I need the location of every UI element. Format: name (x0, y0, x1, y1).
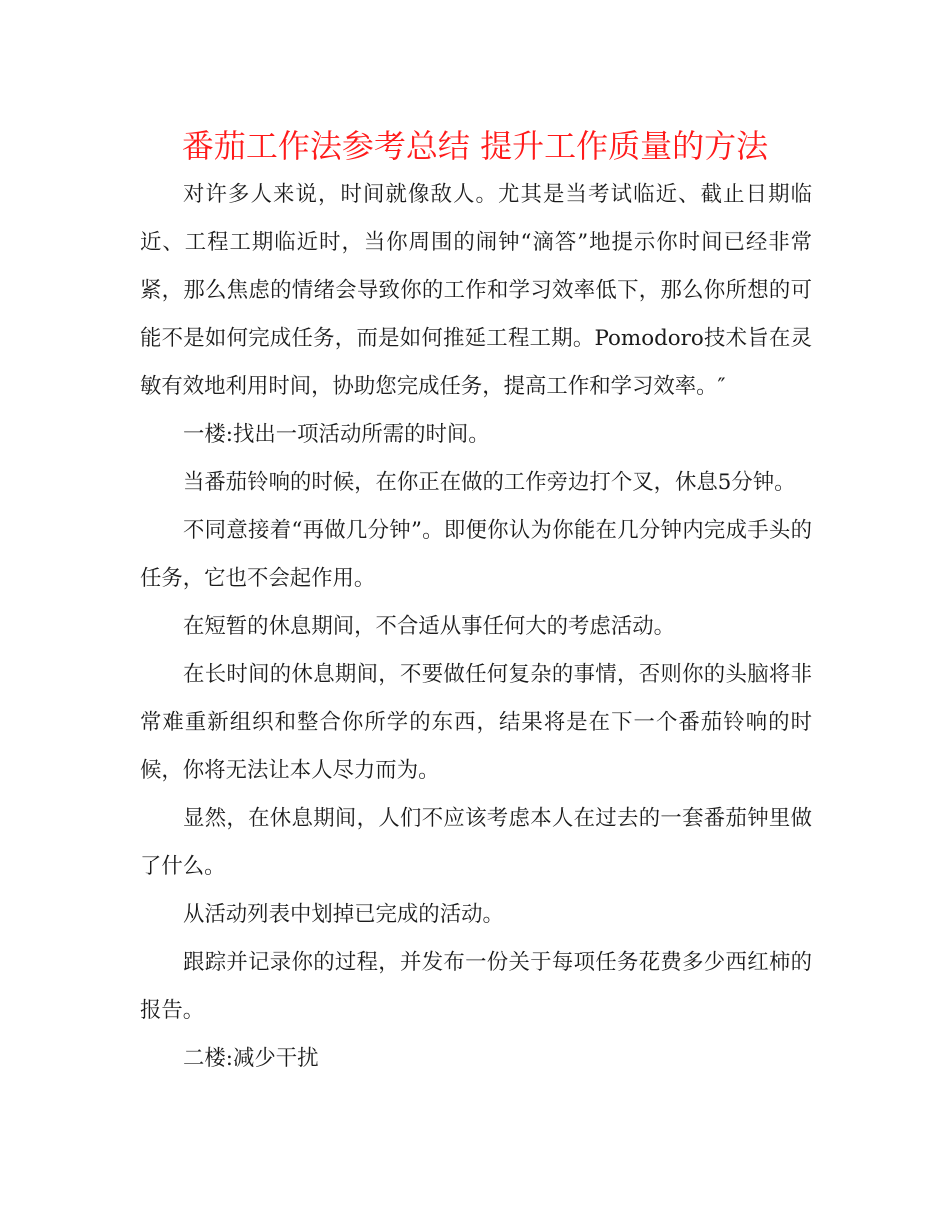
paragraph-no-extra-minutes: 不同意接着“再做几分钟”。即便你认为你能在几分钟内完成手头的任务，它也不会起作用。 (140, 518, 812, 591)
document-body (140, 171, 812, 1083)
paragraph-cross-off: 从活动列表中划掉已完成的活动。 (183, 902, 504, 927)
document-title: 番茄工作法参考总结 提升工作质量的方法 (181, 127, 769, 165)
paragraph-long-break: 在长时间的休息期间，不要做任何复杂的事情，否则你的头脑将非常难重新组织和整合你所学的东西，结果将是在下一个番茄铃响的时候，你将无法让本人尽力而为。 (140, 662, 812, 783)
paragraph-intro: 对许多人来说，时间就像敌人。尤其是当考试临近、截止日期临近、工程工期临近时，当你周围的闹钟“滴答”地提示你时间已经非常紧，那么焦虑的情绪会导致你的工作和学习效率低下，那么你所想的可能不是如何完成任务，而是如何推延工程工期。Pomodoro技术旨在灵敏有效地利用时间，协助您完成任务，提高工作和学习效率。″ (140, 182, 812, 399)
paragraph-short-break: 在短暂的休息期间，不合适从事任何大的考虑活动。 (183, 614, 675, 639)
paragraph-step-one: 一楼:找出一项活动所需的时间。 (183, 422, 490, 447)
paragraph-rest-five-minutes: 当番茄铃响的时候，在你正在做的工作旁边打个叉，休息5分钟。 (183, 470, 796, 495)
paragraph-step-two: 二楼:减少干扰 (183, 1046, 319, 1071)
paragraph-track-record: 跟踪并记录你的过程，并发布一份关于每项任务花费多少西红柿的报告。 (140, 950, 812, 1023)
paragraph-no-review: 显然，在休息期间，人们不应该考虑本人在过去的一套番茄钟里做了什么。 (140, 806, 812, 879)
